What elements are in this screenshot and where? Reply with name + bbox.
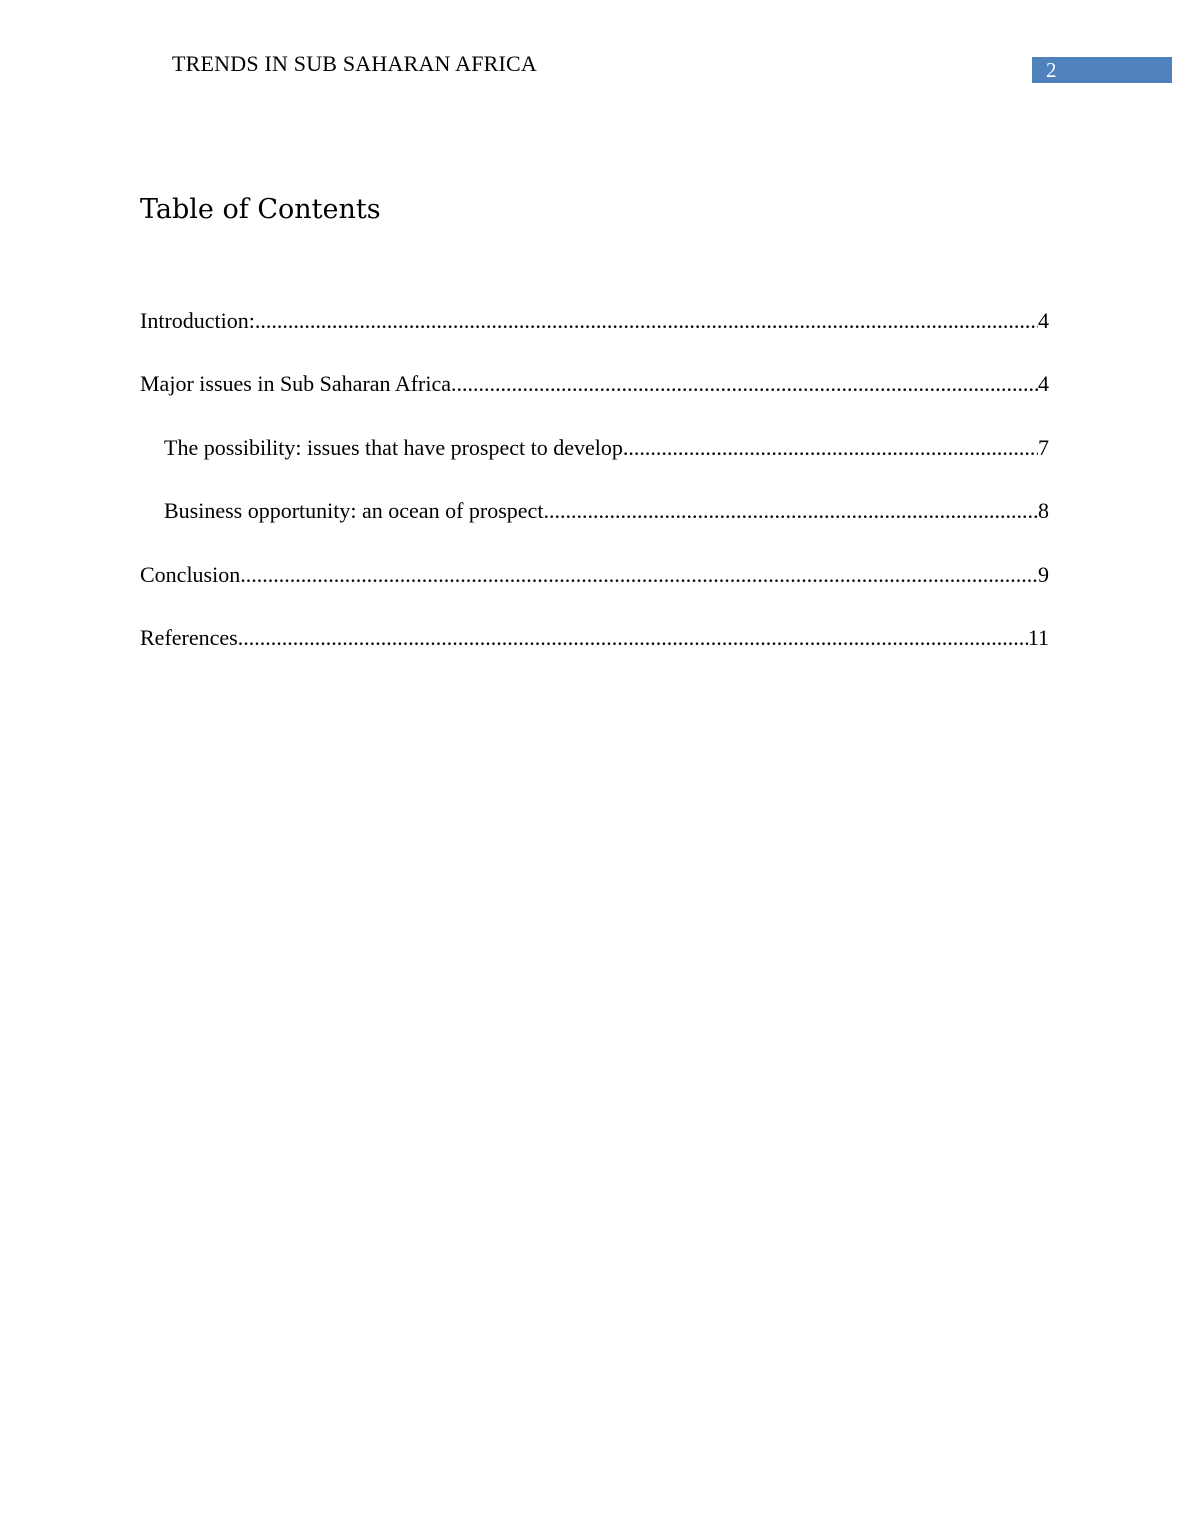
toc-entry-page: 9: [1038, 561, 1049, 587]
toc-entry-page: 4: [1038, 308, 1049, 333]
toc-dot-leader: [543, 495, 1038, 527]
toc-entry-label: Business opportunity: an ocean of prospect: [164, 498, 544, 524]
running-head: TRENDS IN SUB SAHARAN AFRICA: [172, 51, 537, 76]
toc-dot-leader: [623, 432, 1038, 464]
toc-entry-possibility[interactable]: [140, 432, 1049, 495]
toc-dot-leader: [238, 622, 1028, 654]
toc-list: [140, 305, 1049, 685]
toc-title: Table of Contents: [140, 194, 381, 225]
toc-entry-label: References: [140, 624, 238, 650]
toc-entry-page: 8: [1038, 498, 1049, 524]
toc-dot-leader: [451, 368, 1038, 400]
toc-dot-leader: [255, 305, 1038, 337]
toc-entry-introduction[interactable]: [140, 305, 1049, 368]
toc-entry-references[interactable]: [140, 622, 1049, 685]
toc-entry-business-opportunity[interactable]: [140, 495, 1049, 558]
toc-entry-conclusion[interactable]: [140, 559, 1049, 622]
toc-entry-page: 11: [1027, 624, 1049, 650]
toc-entry-label: Introduction:: [140, 308, 255, 333]
toc-entry-label: Conclusion: [140, 561, 241, 587]
toc-entry-label: Major issues in Sub Saharan Africa: [140, 371, 451, 397]
toc-entry-label: The possibility: issues that have prospect to develop: [164, 434, 623, 460]
page-number-badge: 2: [1032, 57, 1172, 83]
toc-dot-leader: [240, 559, 1038, 591]
toc-entry-page: 4: [1038, 371, 1049, 397]
toc-entry-major-issues[interactable]: [140, 368, 1049, 431]
toc-entry-page: 7: [1038, 434, 1049, 460]
